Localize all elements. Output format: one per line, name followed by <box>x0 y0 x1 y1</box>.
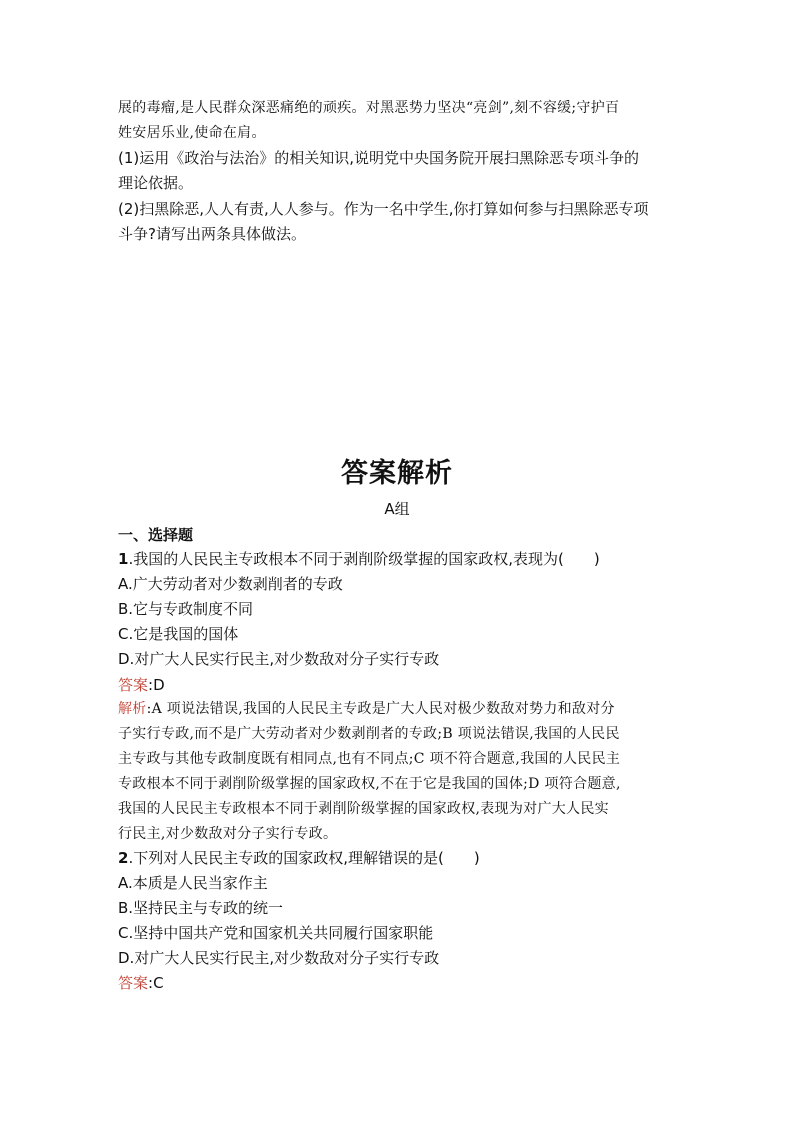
question-text: .下列对人民民主专政的国家政权,理解错误的是( ) <box>128 849 480 867</box>
answer-line <box>118 972 164 994</box>
section-heading: 一、选择题 <box>118 526 194 544</box>
option-a: A.本质是人民当家作主 <box>118 874 268 892</box>
sub-question-1-cont: 理论依据。 <box>118 174 194 192</box>
option-d: D.对广大人民实行民主,对少数敌对分子实行专政 <box>118 650 440 668</box>
analysis-line: 行民主,对少数敌对分子实行专政。 <box>118 826 338 842</box>
answer-line <box>118 674 165 696</box>
option-b: B.它与专政制度不同 <box>118 600 254 618</box>
sub-question-1: (1)运用《政治与法治》的相关知识,说明党中央国务院开展扫黑除恶专项斗争的 <box>118 149 640 167</box>
analysis-text: :A 项说法错误,我国的人民民主专政是广大人民对极少数敌对势力和敌对分 <box>146 701 615 717</box>
question-text: .我国的人民民主专政根本不同于剥削阶级掌握的国家政权,表现为( ) <box>128 550 600 568</box>
answer-value: :C <box>148 974 164 992</box>
option-b: B.坚持民主与专政的统一 <box>118 899 284 917</box>
option-d: D.对广大人民实行民主,对少数敌对分子实行专政 <box>118 949 440 967</box>
text-line: 姓安居乐业,使命在肩。 <box>118 125 266 141</box>
question-2-stem <box>118 847 480 869</box>
sub-question-2-cont: 斗争?请写出两条具体做法。 <box>118 225 306 243</box>
analysis-line: 我国的人民民主专政根本不同于剥削阶级掌握的国家政权,表现为对广大人民实 <box>118 801 609 817</box>
option-a: A.广大劳动者对少数剥削者的专政 <box>118 575 343 593</box>
answer-label: 答案 <box>118 676 149 694</box>
question-number: 2 <box>118 849 129 867</box>
question-number: 1 <box>118 550 129 568</box>
sub-question-2: (2)扫黑除恶,人人有责,人人参与。作为一名中学生,你打算如何参与扫黑除恶专项 <box>118 200 649 218</box>
answer-label: 答案 <box>118 974 149 992</box>
answers-title: 答案解析 <box>341 458 453 489</box>
question-1-stem <box>118 548 600 570</box>
answer-value: :D <box>148 676 165 694</box>
analysis-line: 子实行专政,而不是广大劳动者对少数剥削者的专政;B 项说法错误,我国的人民民 <box>118 726 620 742</box>
group-label: A组 <box>384 500 410 518</box>
analysis-line: 专政根本不同于剥削阶级掌握的国家政权,不在于它是我国的国体;D 项符合题意, <box>118 776 621 792</box>
analysis-line: 主专政与其他专政制度既有相同点,也有不同点;C 项不符合题意,我国的人民民主 <box>118 751 621 767</box>
analysis-label: 解析 <box>118 701 147 717</box>
option-c: C.它是我国的国体 <box>118 625 239 643</box>
option-c: C.坚持中国共产党和国家机关共同履行国家职能 <box>118 924 434 942</box>
analysis-line <box>118 698 615 720</box>
text-line: 展的毒瘤,是人民群众深恶痛绝的顽疾。对黑恶势力坚决“亮剑”,刻不容缓;守护百 <box>118 100 620 116</box>
